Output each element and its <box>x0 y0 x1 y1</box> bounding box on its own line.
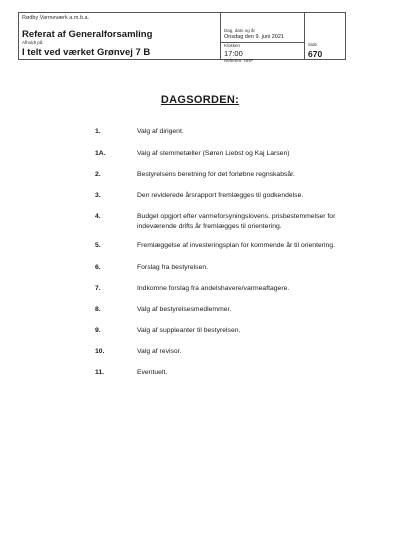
agenda-item-number: 2. <box>95 171 101 178</box>
agenda-item-text: Valg af stemmetæller (Søren Liebst og Kaj Larsen) <box>137 150 290 157</box>
page-label: Side <box>308 42 318 47</box>
agenda-item-number: 11. <box>95 369 105 376</box>
agenda-item-number: 6. <box>95 264 101 271</box>
agenda-item-number: 8. <box>95 306 101 313</box>
header-date-cell <box>221 13 305 63</box>
time-label: Klokken <box>224 43 241 48</box>
referent: Referent: HHP <box>224 58 254 63</box>
agenda-title: DAGSORDEN: <box>160 94 240 106</box>
agenda-item-number: 10. <box>95 348 105 355</box>
header-page-cell <box>305 13 347 59</box>
meeting-title: Referat af Generalforsamling <box>22 29 153 40</box>
agenda-item-text: Valg af bestyrelsesmedlemmer. <box>137 306 232 313</box>
document-header <box>18 12 346 63</box>
agenda-item-text: Indkomne forslag fra andelshavere/varmeaftagere. <box>137 285 290 292</box>
meeting-time: 17:00 <box>224 49 243 58</box>
agenda-item-number: 5. <box>95 242 101 249</box>
place-label: Afholdt på: <box>22 40 44 45</box>
agenda-item-number: 1. <box>95 128 101 135</box>
agenda-item-text: Valg af dirigent. <box>137 128 184 135</box>
date-label: Dag, dato og år <box>224 28 256 33</box>
agenda-item-number: 7. <box>95 285 101 292</box>
meeting-place: I telt ved værket Grønvej 7 B <box>22 47 151 58</box>
agenda-item-text: Eventuelt. <box>137 369 168 376</box>
agenda-item-text: Valg af revisor. <box>137 348 182 355</box>
agenda-item-text: Budget opgjort efter varmeforsyningslovens. prisbestemmelser for indeværende drifts år fremlægges til orientering. <box>137 213 336 230</box>
meeting-date: Onsdag den 9. juni 2021 <box>224 34 284 40</box>
page-number: 670 <box>308 49 323 59</box>
agenda-item-number: 3. <box>95 192 101 199</box>
agenda-item-text: Fremlæggelse af investeringsplan for kommende år til orientering. <box>137 242 335 249</box>
agenda-item-number: 1A. <box>95 150 106 157</box>
agenda-item-text: Forslag fra bestyrelsen. <box>137 264 209 271</box>
agenda-item-text: Den reviderede årsrapport fremlægges til godkendelse. <box>137 192 304 199</box>
agenda-item-text: Valg af suppleanter til bestyrelsen. <box>137 327 241 334</box>
company-name: Rødby Varmeværk a.m.b.a. <box>22 15 90 21</box>
agenda-item-number: 9. <box>95 327 101 334</box>
header-meeting-cell <box>19 13 221 59</box>
agenda-item-number: 4. <box>95 213 101 220</box>
agenda-item-text: Bestyrelsens beretning for det forløbne regnskabsår. <box>137 171 295 178</box>
